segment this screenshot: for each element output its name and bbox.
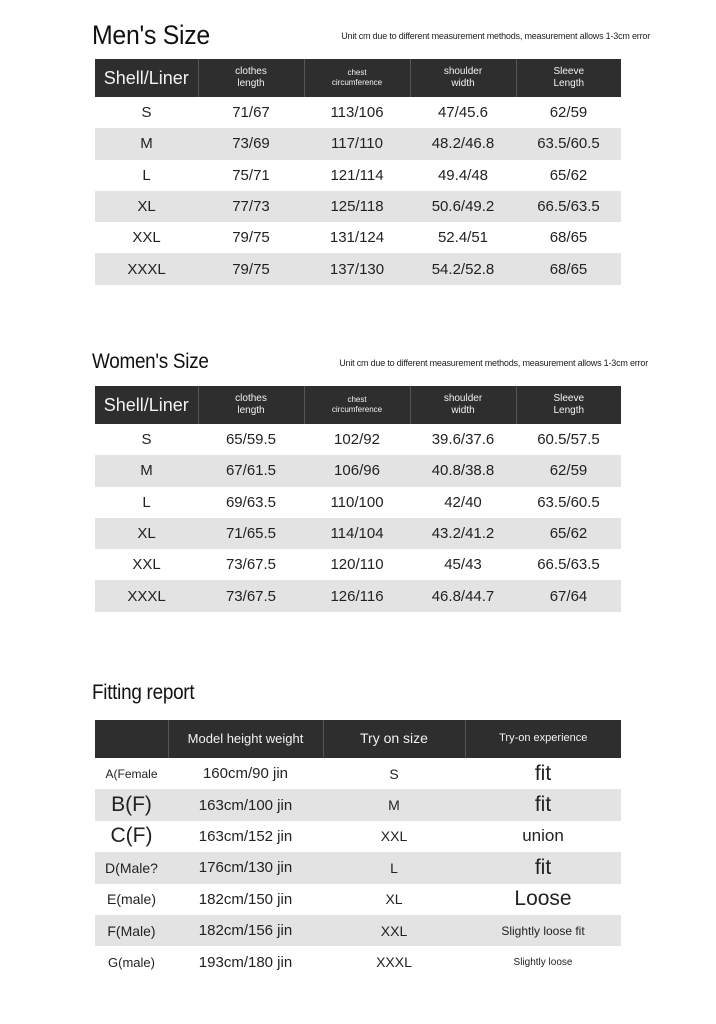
length-cell: 77/73 [198,191,304,222]
mens-size-table [95,59,621,285]
table-row [95,789,621,820]
shoulder-cell: 43.2/41.2 [410,518,516,549]
try-size-cell: M [323,789,465,820]
shoulder-cell: 45/43 [444,556,482,574]
experience-cell: Slightly loose fit [465,915,621,946]
length-cell: 71/65.5 [198,518,304,549]
womens-size-note: Unit cm due to different measurement methods, measurement allows 1-3cm error [339,358,648,368]
header-shoulder [410,386,516,424]
header-label: Length [553,78,585,89]
sleeve-cell: 68/65 [549,229,588,247]
fitting-report-title: Fitting report [92,681,195,704]
shoulder-cell: 50.6/49.2 [410,191,516,222]
length-cell: 73/69 [198,128,304,159]
length-cell: 71/67 [232,104,270,122]
mens-size-note: Unit cm due to different measurement methods, measurement allows 1-3cm error [341,31,650,41]
try-size-cell: XXXL [376,954,412,971]
chest-cell: 114/104 [304,518,410,549]
header-model [95,720,168,758]
sleeve-cell: 68/65 [516,253,621,284]
model-cell: C(F) [110,824,153,848]
header-chest [304,386,410,424]
header-label: shoulder [443,392,483,404]
table-row [95,549,621,580]
sleeve-cell: 66.5/63.5 [516,191,621,222]
length-cell: 73/67.5 [198,580,304,611]
try-size-cell: XXL [323,915,465,946]
shoulder-cell: 39.6/37.6 [431,431,495,449]
chest-cell: 113/106 [330,104,384,122]
table-row [95,487,621,518]
table-row [95,191,621,222]
header-label: length [237,405,265,416]
sleeve-cell: 62/59 [549,104,588,122]
chest-cell: 131/124 [329,229,385,247]
header-try-size: Try on size [323,720,465,758]
experience-cell: union [522,826,564,846]
table-row [95,222,621,253]
size-cell: XXL [132,556,161,574]
model-cell: F(Male) [95,915,168,946]
experience-cell: Slightly loose [513,956,573,968]
table-row [95,821,621,852]
height-weight-cell: 193cm/180 jin [198,953,293,971]
experience-cell: Loose [514,887,572,911]
header-shoulder [410,59,516,97]
chest-cell: 120/110 [330,556,384,574]
table-row [95,455,621,486]
height-weight-cell: 182cm/150 jin [198,890,293,908]
shoulder-cell: 48.2/46.8 [410,128,516,159]
try-size-cell: L [323,852,465,883]
experience-cell: fit [534,761,552,785]
shoulder-cell: 54.2/52.8 [410,253,516,284]
header-label: width [451,78,475,89]
header-experience: Try-on experience [465,720,621,758]
header-label: chest [347,395,367,404]
length-cell: 69/63.5 [225,493,277,511]
table-row [95,884,621,915]
header-sleeve [516,59,621,97]
chest-cell: 125/118 [304,191,410,222]
length-cell: 65/59.5 [225,431,277,449]
table-row [95,424,621,455]
table-row [95,946,621,977]
shoulder-cell: 49.4/48 [437,166,489,184]
model-cell: D(Male? [95,852,168,883]
header-label: clothes [235,392,267,404]
sleeve-cell: 67/64 [516,580,621,611]
length-cell: 79/75 [198,253,304,284]
size-cell: S [141,431,152,449]
header-label: circumference [331,405,383,414]
table-row [95,253,621,284]
chest-cell: 106/96 [304,455,410,486]
table-row [95,160,621,191]
model-cell: E(male) [106,891,156,908]
header-clothes-length [198,386,304,424]
size-cell: XL [95,191,198,222]
table-header-row [95,59,621,97]
model-cell: A(Female [105,766,158,781]
height-weight-cell: 176cm/130 jin [168,852,323,883]
size-cell: XXL [132,229,161,247]
length-cell: 79/75 [232,229,270,247]
table-row [95,852,621,883]
shoulder-cell: 52.4/51 [437,229,489,247]
size-cell: XXXL [95,580,198,611]
size-cell: L [142,166,151,184]
table-row [95,915,621,946]
sleeve-cell: 65/62 [516,518,621,549]
experience-cell: fit [465,852,621,883]
length-cell: 73/67.5 [225,556,277,574]
height-weight-cell: 163cm/152 jin [198,827,293,845]
table-row [95,518,621,549]
shoulder-cell: 40.8/38.8 [410,455,516,486]
header-sleeve [516,386,621,424]
model-cell: B(F) [95,789,168,820]
fitting-report-table [95,720,621,978]
header-label: clothes [235,65,267,77]
mens-size-title: Men's Size [92,20,210,50]
size-cell: XL [95,518,198,549]
sleeve-cell: 65/62 [549,166,588,184]
shoulder-cell: 46.8/44.7 [410,580,516,611]
womens-size-table [95,386,621,612]
header-label: length [237,78,265,89]
chest-cell: 121/114 [330,166,384,184]
chest-cell: 117/110 [304,128,410,159]
model-cell: G(male) [108,954,155,970]
height-weight-cell: 163cm/100 jin [168,789,323,820]
header-size: Shell/Liner [95,59,198,97]
height-weight-cell: 160cm/90 jin [202,765,289,783]
header-size: Shell/Liner [95,386,198,424]
header-label: Sleeve [553,392,585,404]
header-label: Sleeve [553,65,585,77]
try-size-cell: S [389,765,399,782]
size-cell: XXXL [95,253,198,284]
header-clothes-length [198,59,304,97]
length-cell: 67/61.5 [198,455,304,486]
header-label: width [451,405,475,416]
header-height-weight: Model height weight [168,720,323,758]
size-cell: M [95,128,198,159]
table-row [95,758,621,789]
size-cell: S [141,104,152,122]
table-row [95,128,621,159]
header-label: chest [347,68,367,77]
try-size-cell: XL [385,891,403,908]
table-header-row [95,720,621,758]
womens-size-title: Women's Size [92,350,209,373]
height-weight-cell: 182cm/156 jin [168,915,323,946]
chest-cell: 137/130 [304,253,410,284]
table-header-row [95,386,621,424]
sleeve-cell: 63.5/60.5 [516,128,621,159]
header-label: shoulder [443,65,483,77]
shoulder-cell: 47/45.6 [437,104,489,122]
chest-cell: 110/100 [330,493,384,511]
table-row [95,580,621,611]
size-cell: L [142,493,151,511]
length-cell: 75/71 [232,166,270,184]
sleeve-cell: 60.5/57.5 [537,431,600,449]
chest-cell: 102/92 [334,431,380,449]
table-row [95,97,621,128]
header-chest [304,59,410,97]
header-label: Length [553,405,585,416]
sleeve-cell: 63.5/60.5 [537,493,600,511]
try-size-cell: XXL [380,828,408,845]
chest-cell: 126/116 [304,580,410,611]
sleeve-cell: 62/59 [516,455,621,486]
header-label: circumference [331,78,383,87]
experience-cell: fit [465,789,621,820]
sleeve-cell: 66.5/63.5 [537,556,600,574]
size-cell: M [95,455,198,486]
shoulder-cell: 42/40 [444,493,482,511]
